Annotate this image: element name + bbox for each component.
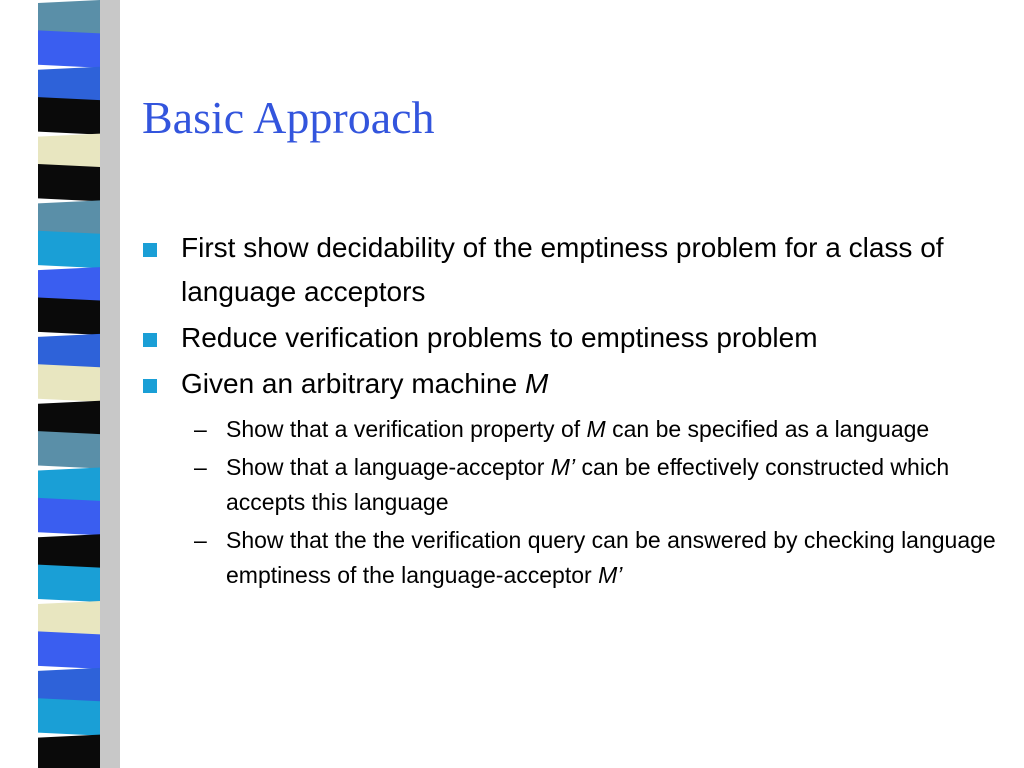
banner-stripe [38,431,100,468]
bullet-text: Reduce verification problems to emptiness problem [181,322,818,353]
bullet-item-1 [142,226,1002,314]
sub-bullet-text-italic: M [586,416,606,442]
banner-shadow [100,0,120,768]
square-bullet-icon [143,333,157,347]
sub-bullet-item-1 [142,412,1002,447]
banner-stripe [38,97,100,134]
bullet-list [142,226,1002,596]
banner-stripe [38,298,100,335]
bullet-text: First show decidability of the emptiness problem for a class of language acceptors [181,232,944,307]
banner-stripe [38,565,100,602]
slide-title: Basic Approach [142,92,435,143]
sub-bullet-text-italic: M’ [550,454,576,480]
sub-bullet-text: Show that the the verification query can be answered by checking language emptiness of the language-acceptor [226,527,996,588]
banner-stripe [38,30,100,67]
square-bullet-icon [143,243,157,257]
sub-bullet-item-3 [142,523,1002,593]
banner-stripe [38,164,100,201]
decorative-banner [0,0,120,768]
sub-bullet-item-2 [142,450,1002,520]
banner-stripe [38,631,100,668]
sub-bullet-text: Show that a language-acceptor [226,454,551,480]
banner-stripe [38,364,100,401]
bullet-item-3 [142,362,1002,406]
sub-bullet-text-after: can be effectively constructed which accepts this language [226,454,950,515]
banner-stripe [38,231,100,268]
bullet-text: Given an arbitrary machine [181,368,525,399]
banner-stripes [38,0,100,768]
sub-bullet-text-after: can be specified as a language [605,416,930,442]
bullet-item-2 [142,316,1002,360]
banner-stripe [38,735,100,768]
sub-bullet-text: Show that a verification property of [226,416,587,442]
banner-stripe [38,698,100,735]
bullet-text-italic: M [524,368,549,399]
dash-bullet-icon: – [194,454,207,480]
dash-bullet-icon: – [194,527,207,553]
dash-bullet-icon: – [194,416,207,442]
sub-bullet-text-italic: M’ [598,562,623,588]
banner-stripe [38,498,100,535]
square-bullet-icon [143,379,157,393]
